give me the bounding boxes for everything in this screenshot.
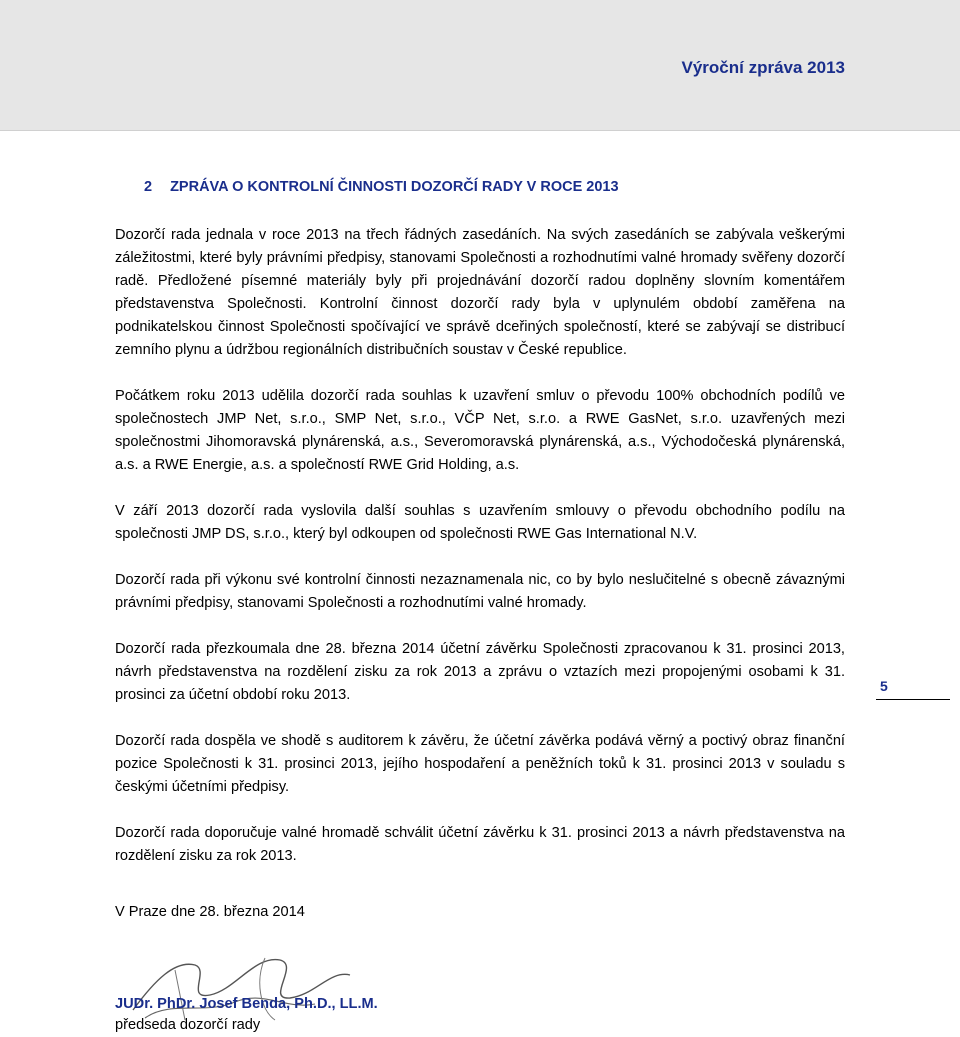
paragraph-auditor: Dozorčí rada dospěla ve shodě s auditorem k závěru, že účetní závěrka podává věrný a poctivý obraz finanční pozice Společnosti k 31. prosinci 2013, jejího hospodaření a peněžních toků k 31. prosinci 2013 v souladu s českými účetními předpisy. [115, 733, 845, 795]
page-header [0, 0, 960, 131]
page-number: 5 [880, 678, 888, 694]
signing-date: V Praze dne 28. března 2014 [115, 904, 305, 920]
report-body [115, 224, 845, 891]
paragraph-jmp-ds: V září 2013 dozorčí rada vyslovila další souhlas s uzavřením smlouvy o převodu obchodního podílu na společnosti JMP DS, s.r.o., který byl odkoupen od společnosti RWE Gas International N.V. [115, 503, 845, 542]
paragraph-meetings: Dozorčí rada jednala v roce 2013 na třech řádných zasedáních. Na svých zasedáních se zabývala veškerými záležitostmi, které byly právními předpisy, stanovami Společnosti a rozhodnutími valné hromady svěřeny dozorčí radě. Předložené písemné materiály byly při projednávání dozorčí radou doplněny slovním komentářem představenstva Společnosti. Kontrolní činnost dozorčí rady byla v uplynulém období zaměřena na podnikatelskou činnost Společnosti spočívající ve správě dceřiných společností, které se zabývají se distribucí zemního plynu a údržbou regionálních distribučních soustav v České republice. [115, 227, 845, 358]
signer-role: předseda dozorčí rady [115, 1017, 261, 1033]
paragraph-review: Dozorčí rada přezkoumala dne 28. března 2014 účetní závěrku Společnosti zpracovanou k 31. prosinci 2013, návrh představenstva na rozdělení zisku za rok 2013 a zprávu o vztazích mezi propojenými osobami k 31. prosinci za účetní období roku 2013. [115, 641, 845, 703]
paragraph-recommendation: Dozorčí rada doporučuje valné hromadě schválit účetní závěrku k 31. prosinci 2013 a návrh představenstva na rozdělení zisku za rok 2013. [115, 825, 845, 864]
signature-graphic [115, 940, 390, 1025]
page-number-rule [876, 699, 950, 700]
section-number: 2 [144, 179, 153, 195]
signer-name: JUDr. PhDr. Josef Benda, Ph.D., LL.M. [115, 996, 378, 1012]
report-title: Výroční zpráva 2013 [681, 58, 845, 77]
section-heading [144, 179, 619, 195]
section-title: ZPRÁVA O KONTROLNÍ ČINNOSTI DOZORČÍ RADY V ROCE 2013 [170, 179, 619, 195]
paragraph-compliance: Dozorčí rada při výkonu své kontrolní činnosti nezaznamenala nic, co by bylo neslučitelné s obecně závaznými právními předpisy, stanovami Společnosti a rozhodnutími valné hromady. [115, 572, 845, 611]
paragraph-consent-transfers: Počátkem roku 2013 udělila dozorčí rada souhlas k uzavření smluv o převodu 100% obchodních podílů ve společnostech JMP Net, s.r.o., SMP Net, s.r.o., VČP Net, s.r.o. a RWE GasNet, s.r.o. uzavřených mezi společnostmi Jihomoravská plynárenská, a.s., Severomoravská plynárenská, a.s., Východočeská plynárenská, a.s. a RWE Energie, a.s. a společností RWE Grid Holding, a.s. [115, 388, 845, 473]
